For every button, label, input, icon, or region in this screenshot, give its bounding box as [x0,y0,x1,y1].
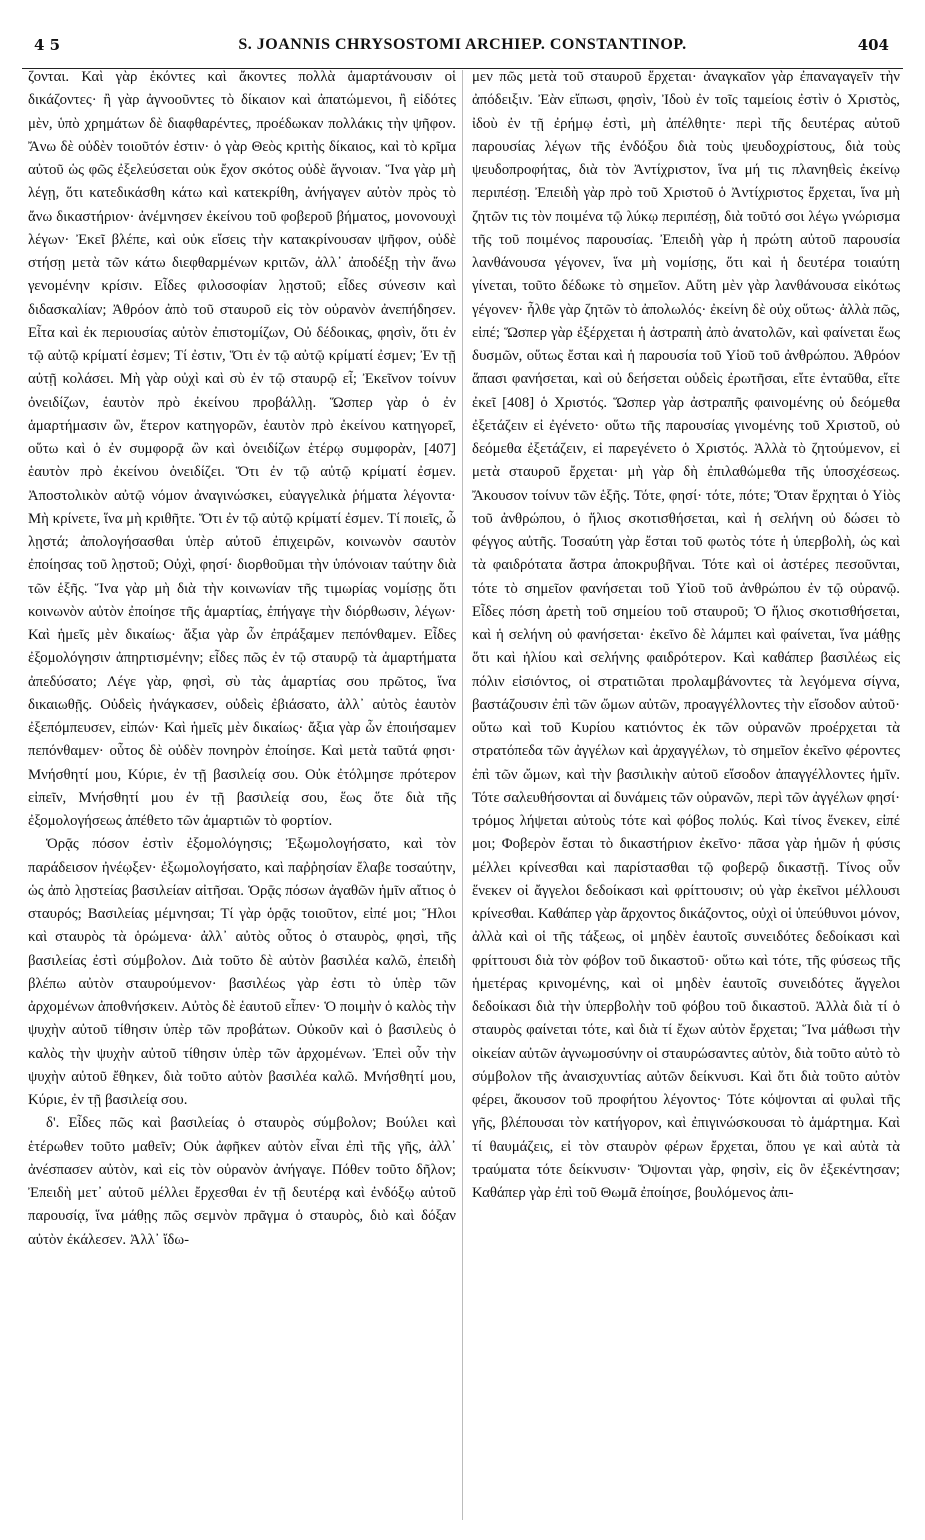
column-divider [462,70,463,1520]
left-paragraph-1: ζονται. Καὶ γὰρ ἑκόντες καὶ ἄκοντες πολλὰ ἁμαρτάνουσιν οἱ δικάζοντες· ἢ γὰρ ἀγνοοῦντες τὸ δίκαιον καὶ ἀπατώμενοι, ἢ εἰδότες μὲν, ὑπὸ χρημάτων δὲ διαφθαρέντες, προέδωκαν πολλάκις τὴν ψῆφον. Ἄνω δὲ οὐδὲν τοιοῦτόν ἐστιν· ὁ γὰρ Θεὸς κριτὴς δίκαιος, καὶ τὸ κρῖμα αὐτοῦ ὡς φῶς ἐξελεύσεται οὐκ ἔχον σκότος οὐδὲ ἄγνοιαν. Ἵνα γὰρ μὴ λέγῃ, ὅτι κατεδικάσθη κάτω καὶ κατεκρίθη, ἀνήγαγεν αὐτὸν πρὸς τὸ ἄνω δικαστήριον· ἀνέμνησεν ἐκείνου τοῦ φοβεροῦ βήματος, μονονουχὶ λέγων· Ἐκεῖ βλέπε, καὶ οὐκ εἴσεις τὴν κατακρίνουσαν ψῆφον, οὐδὲ στήσῃ μετὰ τῶν κάτω διεφθαρμένων κριτῶν, ἀλλ᾽ ἀποδέξῃ τὴν ἄνω γενομένην κρίσιν. Εἶδες φιλοσοφίαν λῃστοῦ; εἶδες σύνεσιν καὶ διδασκαλίαν; Ἀθρόον ἀπὸ τοῦ σταυροῦ εἰς τὸν οὐρανὸν ἀνεπήδησεν. Εἶτα καὶ ἐκ περιουσίας αὐτὸν ἐπιστομίζων, Οὐ δέδοικας, φησὶν, ὅτι ἐν τῷ αὐτῷ κρίματί ἐσμεν; Τί ἐστιν, Ὅτι ἐν τῷ αὐτῷ κρίματί ἐσμεν; Ἐν τῇ αὐτῇ κολάσει. Μὴ γὰρ οὐχὶ καὶ σὺ ἐν τῷ σταυρῷ εἶ; Ἐκεῖνον τοίνυν ὀνειδίζων, ἑαυτὸν πρὸ ἐκείνου προβάλλῃ. Ὥσπερ γὰρ ὁ ἐν ἁμαρτήμασιν ὢν, ἕτερον κατηγορῶν, ἑαυτὸν πρὸ ἐκείνου κατηγορεῖ, οὕτω καὶ ὁ ἐν συμφορᾷ ὢν καὶ ὀνειδίζων ἑτέρῳ συμφορὰν, [407] ἑαυτὸν πρὸ ἐκείνου ὀνειδίζει. Ὅτι ἐν τῷ αὐτῷ κρίματί ἐσμεν. Ἀποστολικὸν αὐτῷ νόμον ἀναγινώσκει, εὐαγγελικὰ ῥήματα λέγοντα· Μὴ κρίνετε, ἵνα μὴ κριθῆτε. Ὅτι ἐν τῷ αὐτῷ κρίματί ἐσμεν. Τί ποιεῖς, ὦ λῃστά; ἀπολογήσασθαι ὑπὲρ αὐτοῦ ἐπιχειρῶν, κοινωνὸν σαυτὸν ἐποίησας τοῦ λῃστοῦ; Οὐχὶ, φησί· διορθοῦμαι τὴν ὑπόνοιαν ταύτην διὰ τῶν ἑξῆς. Ἵνα γὰρ μὴ διὰ τὴν κοινωνίαν τῆς τιμωρίας νομίσῃς ὅτι κοινωνὸν αὐτὸν ἐποίησε τῆς ἁμαρτίας, ἐπήγαγε τὴν διόρθωσιν, λέγων· Καὶ ἡμεῖς μὲν δικαίως· ἄξια γὰρ ὧν ἐπράξαμεν πεπόνθαμεν. Εἶδες ἐξομολόγησιν ἀπηρτισμένην; εἶδες πῶς ἐν τῷ σταυρῷ τὰ ἁμαρτήματα ἀπεδύσατο; Λέγε γὰρ, φησὶ, σὺ τὰς ἁμαρτίας σου πρῶτος, ἵνα δικαιωθῇς. Οὐδεὶς ἠνάγκασεν, οὐδεὶς ἐβιάσατο, ἀλλ᾽ αὐτὸς ἑαυτὸν ἐξεπόμπευσεν, εἰπών· Καὶ ἡμεῖς μὲν δικαίως· ἄξια γὰρ ὧν ἐποιήσαμεν πεπόνθαμεν· οὗτος δὲ οὐδὲν πονηρὸν ἐποίησε. Καὶ μετὰ ταῦτά φησι· Μνήσθητί μου, Κύριε, ἐν τῇ βασιλείᾳ σου. Οὐκ ἐτόλμησε πρότερον εἰπεῖν, Μνήσθητί μου ἐν τῇ βασιλείᾳ σου, ἕως ὅτε διὰ τῆς ἐξομολογήσεως ἀπέθετο τῶν ἁμαρτιῶν τὸ φορτίον. [28,69,456,829]
page-number-left: 4 5 [34,36,61,54]
right-paragraph-1: μεν πῶς μετὰ τοῦ σταυροῦ ἔρχεται· ἀναγκαῖον γὰρ ἐπαναγαγεῖν τὴν ἀπόδειξιν. Ἐὰν εἴπωσι, φησὶν, Ἰδοὺ ἐν τοῖς ταμείοις ἐστὶν ὁ Χριστὸς, ἰδοὺ ἐν τῇ ἐρήμῳ ἐστὶ, μὴ ἀπέλθητε· περὶ τῆς δευτέρας αὐτοῦ παρουσίας λέγων τῆς ἐνδόξου διὰ τοὺς ψευδοχρίστους, διὰ τοὺς ψευδοπροφήτας, διὰ τὸν Ἀντίχριστον, ἵνα μή τις πλανηθεὶς ἐκείνῳ περιπέσῃ. Ἐπειδὴ γὰρ πρὸ τοῦ Χριστοῦ ὁ Ἀντίχριστος ἔρχεται, ἵνα μὴ ζητῶν τις τὸν ποιμένα τῷ λύκῳ περιπέσῃ, διὰ τοῦτό σοι λέγω γνώρισμα τῆς τοῦ ποιμένος παρουσίας. Ἐπειδὴ γὰρ ἡ πρώτη αὐτοῦ παρουσία λανθάνουσα γέγονεν, ἵνα μὴ νομίσῃς, ὅτι καὶ ἡ δευτέρα τοιαύτη γίνεται, τοῦτο δέδωκε τὸ σημεῖον. Αὕτη μὲν γὰρ λανθάνουσα εἰκότως γέγονεν· ἦλθε γὰρ ζητῶν τὸ ἀπολωλός· ἐκείνη δὲ οὐχ οὕτως· ἀλλὰ πῶς, εἰπέ; Ὥσπερ γὰρ ἐξέρχεται ἡ ἀστραπὴ ἀπὸ ἀνατολῶν, καὶ φαίνεται ἕως δυσμῶν, οὕτως ἔσται καὶ ἡ παρουσία τοῦ Υἱοῦ τοῦ ἀνθρώπου. Ἀθρόον ἅπασι φανήσεται, καὶ οὐ δεήσεται οὐδεὶς ἐρωτῆσαι, εἴτε ἐνταῦθα, εἴτε ἐκεῖ [408] ὁ Χριστός. Ὥσπερ γὰρ ἀστραπῆς φαινομένης οὐ δεόμεθα ἐξετάζειν εἰ ἐγένετο· οὕτω τῆς παρουσίας γινομένης τοῦ Χριστοῦ, οὐ δεόμεθα ἐξετάζειν, εἰ παρεγένετο ὁ Χριστός. Ἀλλὰ τὸ ζητούμενον, εἰ μετὰ σταυροῦ ἔρχεται· μὴ γὰρ δὴ ἐπιλαθώμεθα τῆς ὑποσχέσεως. Ἄκουσον τοίνυν τῶν ἑξῆς. Τότε, φησί· τότε, πότε; Ὅταν ἔρχηται ὁ Υἱὸς τοῦ ἀνθρώπου, ὁ ἥλιος σκοτισθήσεται, καὶ ἡ σελήνη οὐ δώσει τὸ φέγγος αὐτῆς. Τοσαύτη γὰρ ἔσται τοῦ φωτὸς τότε ἡ ὑπερβολὴ, ὡς καὶ τὰ φαιδρότατα ἄστρα ἀποκρυβῆναι. Τότε καὶ οἱ ἀστέρες πεσοῦνται, τότε τὸ σημεῖον φανήσεται τοῦ Υἱοῦ τοῦ ἀνθρώπου ἐν τῷ οὐρανῷ. Εἶδες πόση ἀρετὴ τοῦ σημείου τοῦ σταυροῦ; Ὁ ἥλιος σκοτισθήσεται, καὶ ἡ σελήνη οὐ φανήσεται· ἐκεῖνο δὲ λάμπει καὶ φαίνεται, ἵνα μάθῃς ὅτι καὶ ἡλίου καὶ σελήνης φαιδρότερον. Καὶ καθάπερ βασιλέως εἰς πόλιν εἰσιόντος, οἱ στρατιῶται προλαμβάνοντες τὰ λεγόμενα σίγνα, βαστάζουσιν ἐπὶ τῶν ὤμων αὐτῶν, προαγγέλλοντες τὴν εἴσοδον αὐτοῦ· οὕτω καὶ τοῦ Κυρίου κατιόντος ἐκ τῶν οὐρανῶν προέρχεται τὰ στρατόπεδα τῶν ἀγγέλων καὶ ἀρχαγγέλων, τὸ σημεῖον ἐκεῖνο φέροντες ἐπὶ τῶν ὤμων, καὶ τὴν βασιλικὴν αὐτοῦ εἴσοδον ἀπαγγέλλοντες ἡμῖν. Τότε σαλευθήσονται αἱ δυνάμεις τῶν οὐρανῶν, περὶ τῶν ἀγγέλων φησί· τρόμος λήψεται αὐτοὺς τότε καὶ φόβος πολύς. Καὶ τίνος ἕνεκεν, εἰπέ μοι; Φοβερὸν ἔσται τὸ δικαστήριον ἐκεῖνο· πᾶσα γὰρ ἡμῶν ἡ φύσις μέλλει κρίνεσθαι καὶ παρίστασθαι τῷ φοβερῷ δικαστῇ. Τίνος οὖν ἕνεκεν οἱ ἄγγελοι δεδοίκασι καὶ φρίττουσιν; οὐ γὰρ ἐκεῖνοι μέλλουσι κρίνεσθαι. Καθάπερ γὰρ ἄρχοντος δικάζοντος, οὐχὶ οἱ ὑπεύθυνοι μόνον, ἀλλὰ καὶ οἱ τῆς τάξεως, οἱ μηδὲν ἑαυτοῖς συνειδότες δεδοίκασι καὶ φρίττουσι διὰ τὸν φόβον τοῦ δικαστοῦ· οὕτω καὶ τότε, τῆς φύσεως τῆς ἡμετέρας κρινομένης, καὶ οἱ μηδὲν ἑαυτοῖς συνειδότες ἄγγελοι δεδοίκασι διὰ τὴν ὑπερβολὴν τοῦ φόβου τοῦ δικαστοῦ. Ἀλλὰ διὰ τί ὁ σταυρὸς φαίνεται τότε, καὶ διὰ τί ἔχων αὐτὸν ἔρχεται; Ἵνα μάθωσι τὴν οἰκείαν αὐτῶν ἀγνωμοσύνην οἱ σταυρώσαντες αὐτὸν, διὰ τοῦτο αὐτὸ τὸ σύμβολον τῆς ἀναισχυντίας αὐτῶν δείκνυσι. Καὶ ὅτι διὰ τοῦτο αὐτὸν φέρει, ἄκουσον τοῦ προφήτου λέγοντος· Τότε κόψονται αἱ φυλαὶ τῆς γῆς, βλέπουσαι τὸν κατήγορον, καὶ ἐπιγινώσκουσαι τὸ ἁμάρτημα. Καὶ τί θαυμάζεις, εἰ τὸν σταυρὸν φέρων ἔρχεται, ὅπου γε καὶ αὐτὰ τὰ τραύματα τότε δείκνυσιν· Ὄψονται γὰρ, φησὶν, εἰς ὃν ἐξεκέντησαν; Καθάπερ γὰρ ἐπὶ τοῦ Θωμᾶ ἐποίησε, βουλόμενος ἀπι- [472,69,900,1201]
page-number-right: 404 [857,36,889,54]
running-title: S. JOANNIS CHRYSOSTOMI ARCHIEP. CONSTANTINOP. [238,36,687,53]
left-paragraph-2: Ὁρᾷς πόσον ἐστὶν ἐξομολόγησις; Ἐξωμολογήσατο, καὶ τὸν παράδεισον ἠνέῳξεν· ἐξωμολογήσατο, καὶ παῤῥησίαν ἔλαβε τοσαύτην, ὡς ἀπὸ λῃστείας βασιλείαν αἰτῆσαι. Ὁρᾷς πόσων ἀγαθῶν ἡμῖν αἴτιος ὁ σταυρός; Βασιλείας μέμνησαι; Τί γὰρ ὁρᾷς τοιοῦτον, εἰπέ μοι; Ἥλοι καὶ σταυρὸς τὰ ὁρώμενα· ἀλλ᾽ αὐτὸς οὗτος ὁ σταυρὸς, φησὶ, τῆς βασιλείας ἐστὶ σύμβολον. Διὰ τοῦτο δὲ αὐτὸν βασιλέα καλῶ, ἐπειδὴ βλέπω αὐτὸν σταυρούμενον· βασιλέως γὰρ ἐστι τὸ ὑπὲρ τῶν ἀρχομένων ἀποθνήσκειν. Αὐτὸς δὲ ἑαυτοῦ εἶπεν· Ὁ ποιμὴν ὁ καλὸς τὴν ψυχὴν αὐτοῦ τίθησιν ὑπὲρ τῶν προβάτων. Οὐκοῦν καὶ ὁ βασιλεὺς ὁ καλὸς τὴν ψυχὴν αὐτοῦ τίθησιν ὑπὲρ τῶν ἀρχομένων. Ἐπεὶ οὖν τὴν ψυχὴν αὐτοῦ ἔθηκεν, διὰ τοῦτο αὐτὸν βασιλέα καλῶ. Μνήσθητί μου, Κύριε, ἐν τῇ βασιλείᾳ σου. [28,836,456,1108]
left-text-column [28,66,456,1526]
running-header [22,34,903,69]
left-paragraph-3: δ'. Εἶδες πῶς καὶ βασιλείας ὁ σταυρὸς σύμβολον; Βούλει καὶ ἑτέρωθεν τοῦτο μαθεῖν; Οὐκ ἀφῆκεν αὐτὸν εἶναι ἐπὶ τῆς γῆς, ἀλλ᾽ ἀνέσπασεν αὐτὸν, καὶ εἰς τὸν οὐρανὸν ἀνήγαγε. Πόθεν τοῦτο δῆλον; Ἐπειδὴ μετ᾽ αὐτοῦ μέλλει ἔρχεσθαι ἐν τῇ δευτέρᾳ καὶ ἐνδόξῳ αὐτοῦ παρουσίᾳ, ἵνα μάθῃς πῶς σεμνὸν πρᾶγμα ὁ σταυρὸς, διὸ καὶ δόξαν αὐτὸν ἐκάλεσεν. Ἀλλ᾽ ἴδω- [28,1115,456,1248]
right-text-column [472,66,900,1526]
